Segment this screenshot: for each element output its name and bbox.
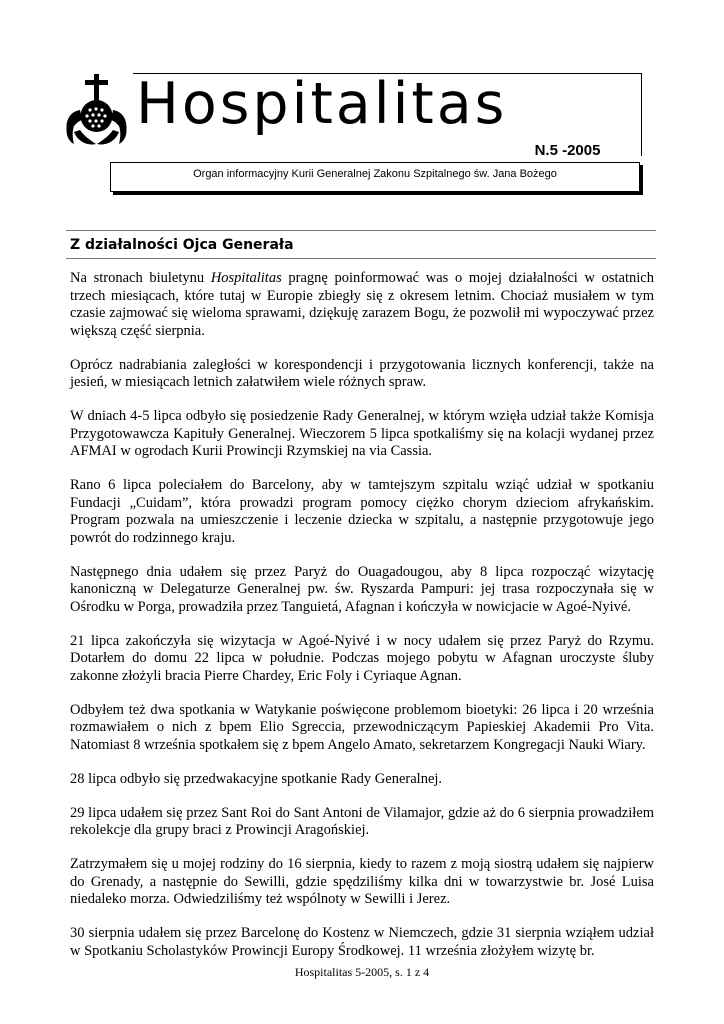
article-body bbox=[70, 270, 654, 960]
masthead-subtitle: Organ informacyjny Kurii Generalnej Zakonu Szpitalnego św. Jana Bożego bbox=[110, 162, 640, 192]
article-paragraph: Zatrzymałem się u mojej rodziny do 16 sierpnia, kiedy to razem z moją siostrą udałem się najpierw do Grenady, a następnie do Sewilli, gdzie spędziliśmy kilka dni w towarzystwie br. José Luisa niedaleko morza. Odwiedziliśmy też wspólnoty w Sewilli i Jerez. bbox=[70, 856, 654, 907]
section-rule-top bbox=[66, 230, 656, 231]
article-paragraph bbox=[70, 270, 654, 340]
article-paragraph: Odbyłem też dwa spotkania w Watykanie poświęcone problemom bioetyki: 26 lipca i 20 września rozmawiałem o nich z bpem Elio Sgreccia, przewodniczącym Papieskiej Akademii Pro Vita. Natomiast 8 września spotkałem się z bpem Angelo Amato, sekretarzem Kongregacji Nauki Wiary. bbox=[70, 701, 654, 753]
article-paragraph: Oprócz nadrabiania zaległości w korespondencji i przygotowania licznych konferencji, także na jesień, w miesiącach letnich załatwiłem wiele różnych spraw. bbox=[70, 356, 654, 390]
section-heading: Z działalności Ojca Generała bbox=[70, 237, 294, 253]
paragraph-text: pragnę poinformować was o mojej działalności w ostatnich trzech miesiącach, które tutaj w Europie zbiegły się z okresem letnim. Chociaż musiałem w tym czasie zajmować się wieloma sprawami, dziękuję zarazem Bogu, że pozwolił mi wypoczywać przez większą część sierpnia. bbox=[70, 270, 654, 339]
article-paragraph: 30 sierpnia udałem się przez Barcelonę do Kostenz w Niemczech, gdzie 31 sierpnia wziąłem udział w Spotkaniu Scholastyków Prowincji Europy Środkowej. 11 września złożyłem wizytę br. bbox=[70, 925, 654, 959]
page-footer: Hospitalitas 5-2005, s. 1 z 4 bbox=[294, 965, 430, 979]
article-paragraph: 21 lipca zakończyła się wizytacja w Agoé-Nyivé i w nocy udałem się przez Paryż do Rzymu. Dotarłem do domu 22 lipca w południe. Podczas mojego pobytu w Afagnan uroczyste śluby zakonne złożyli bracia Pierre Chardey, Eric Foly i Cyriaque Agnan. bbox=[70, 632, 654, 684]
masthead-title: Hospitalitas bbox=[136, 71, 508, 137]
publication-title: Hospitalitas bbox=[210, 270, 282, 286]
article-paragraph: W dniach 4-5 lipca odbyło się posiedzenie Rady Generalnej, w którym wzięła udział także Komisja Przygotowawcza Kapituły Generalnej. Wieczorem 5 lipca spotkaliśmy się na kolacji wydanej przez AFMAI w ogrodach Kurii Prowincji Rzymskiej na via Cassia. bbox=[70, 408, 654, 459]
article-paragraph: 29 lipca udałem się przez Sant Roi do Sant Antoni de Vilamajor, gdzie aż do 6 sierpnia prowadziłem rekolekcje dla grupy braci z Prowincji Aragońskiej. bbox=[70, 804, 654, 838]
article-paragraph: Rano 6 lipca poleciałem do Barcelony, aby w tamtejszym szpitalu wziąć udział w spotkaniu Fundacji „Cuidam”, która prowadzi program pomocy ciężko chorym dzieciom afrykańskim. Program pozwala na umieszczenie i leczenie dziecka w szpitalu, a następnie przygotowuje jego powrót do rodzinnego kraju. bbox=[70, 477, 654, 546]
article-paragraph: 28 lipca odbyło się przedwakacyjne spotkanie Rady Generalnej. bbox=[70, 770, 443, 787]
section-rule-bottom bbox=[66, 258, 656, 259]
issue-number: N.5 -2005 bbox=[515, 142, 620, 160]
paragraph-text: Na stronach biuletynu bbox=[70, 270, 211, 286]
article-paragraph: Następnego dnia udałem się przez Paryż do Ouagadougou, aby 8 lipca rozpocząć wizytację kanoniczną w Delegaturze Generalnej pw. św. Ryszarda Pampuri: jej trasa rozpoczynała się w Ośrodku w Porga, prowadziła przez Tanguietá, Afagnan i kończyła w nowicjacie w Agoé-Nyivé. bbox=[70, 563, 654, 615]
hospitaller-emblem-icon bbox=[60, 72, 140, 152]
